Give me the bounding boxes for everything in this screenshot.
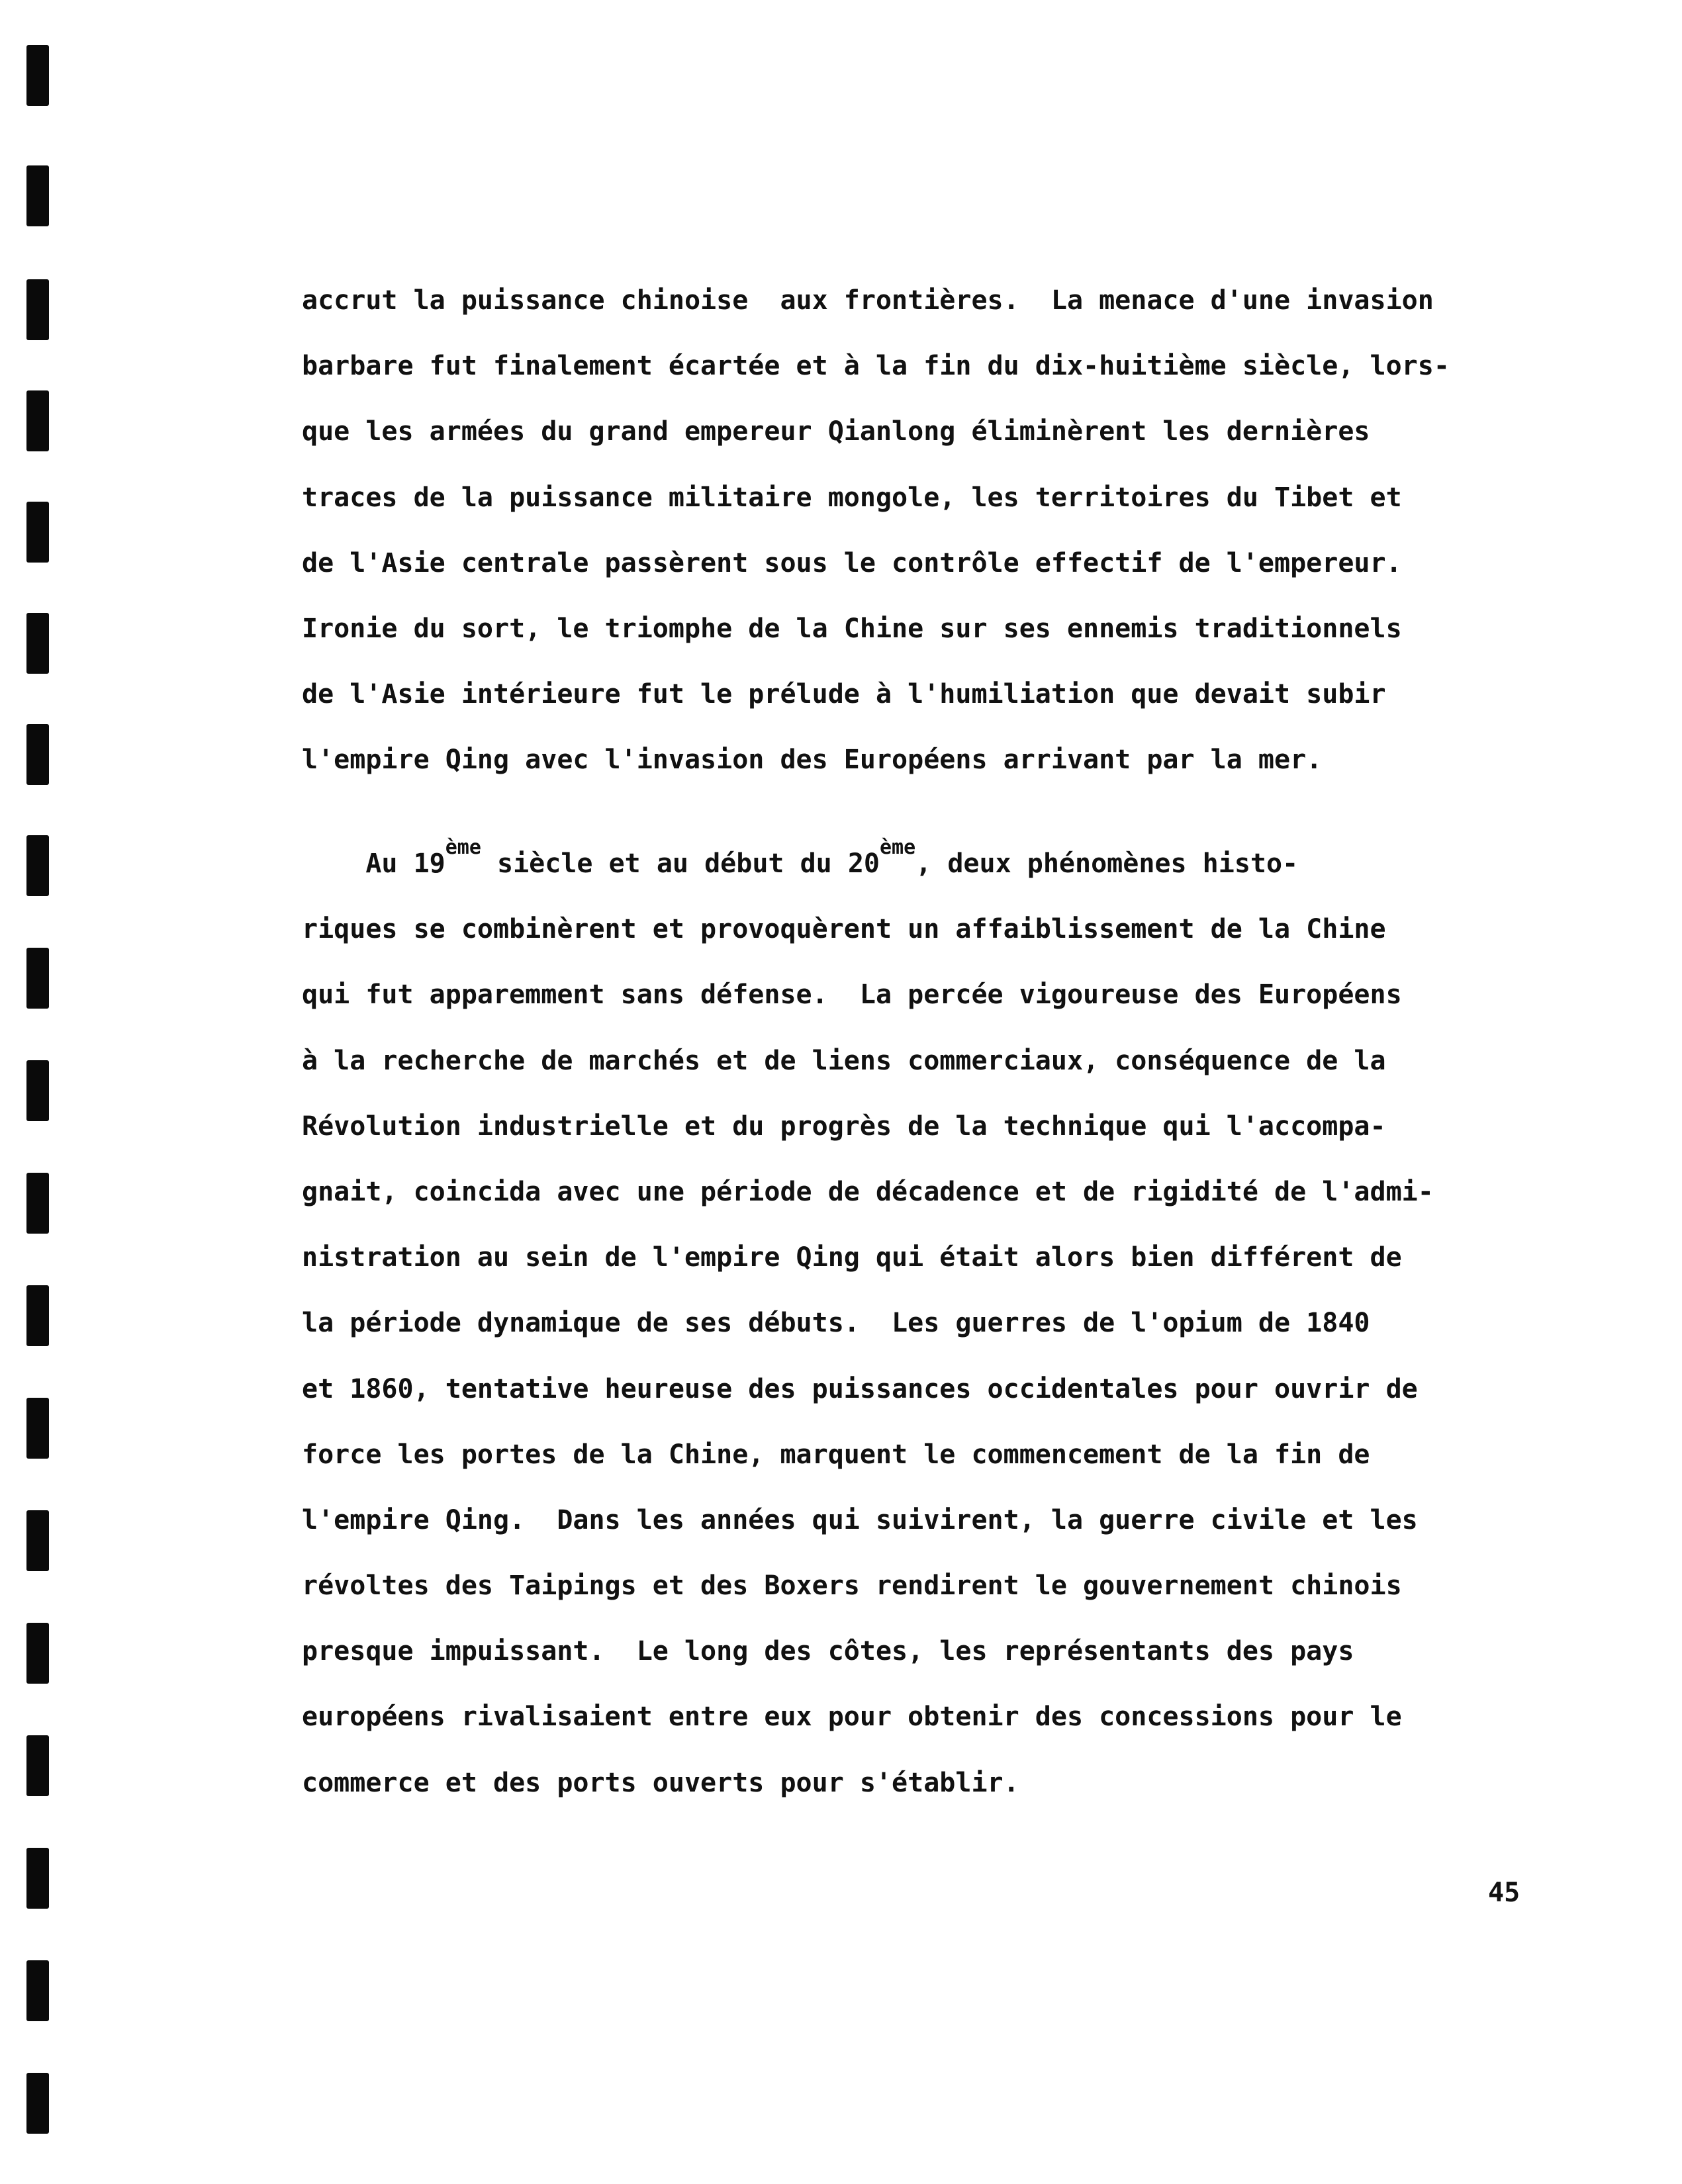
superscript: ème	[445, 836, 481, 859]
binding-mark	[26, 1848, 49, 1909]
text-line: Révolution industrielle et du progrès de la technique qui l'accompa-	[302, 1111, 1386, 1142]
text-line: la période dynamique de ses débuts. Les guerres de l'opium de 1840	[302, 1308, 1370, 1339]
paragraph-2	[302, 831, 1487, 1816]
binding-mark	[26, 835, 49, 896]
text-line: nistration au sein de l'empire Qing qui était alors bien différent de	[302, 1242, 1402, 1273]
text-line: l'empire Qing avec l'invasion des Européens arrivant par la mer.	[302, 745, 1323, 776]
text-line: de l'Asie centrale passèrent sous le contrôle effectif de l'empereur.	[302, 547, 1402, 578]
binding-mark	[26, 165, 49, 226]
text-line: commerce et des ports ouverts pour s'établir.	[302, 1767, 1019, 1798]
text-line: révoltes des Taipings et des Boxers rendirent le gouvernement chinois	[302, 1570, 1402, 1602]
binding-mark	[26, 1285, 49, 1346]
binding-mark	[26, 1173, 49, 1234]
binding-mark	[26, 45, 49, 106]
text-line: de l'Asie intérieure fut le prélude à l'humiliation que devait subir	[302, 679, 1386, 710]
text-line: barbare fut finalement écartée et à la fin du dix-huitième siècle, lors-	[302, 351, 1450, 382]
text-line: à la recherche de marchés et de liens commerciaux, conséquence de la	[302, 1045, 1386, 1076]
binding-mark	[26, 502, 49, 563]
binding-mark	[26, 390, 49, 451]
paragraph-indent	[302, 848, 365, 879]
text-line: presque impuissant. Le long des côtes, les représentants des pays	[302, 1636, 1354, 1667]
binding-mark	[26, 1735, 49, 1796]
binding-holes	[26, 0, 53, 2184]
text-line-first	[302, 831, 1487, 897]
text-line: que les armées du grand empereur Qianlong éliminèrent les dernières	[302, 416, 1370, 447]
binding-mark	[26, 1510, 49, 1571]
binding-mark	[26, 948, 49, 1009]
binding-mark	[26, 279, 49, 340]
text-run: , deux phénomènes histo-	[915, 848, 1299, 879]
binding-mark	[26, 1398, 49, 1459]
binding-mark	[26, 1623, 49, 1684]
binding-mark	[26, 1960, 49, 2021]
binding-mark	[26, 613, 49, 674]
binding-mark	[26, 724, 49, 785]
paragraph-1	[302, 268, 1487, 794]
text-line: traces de la puissance militaire mongole, les territoires du Tibet et	[302, 482, 1402, 513]
page-number: 45	[1488, 1878, 1520, 1908]
text-line: et 1860, tentative heureuse des puissances occidentales pour ouvrir de	[302, 1373, 1418, 1404]
text-run: siècle et au début du 20	[481, 848, 880, 879]
text-line: l'empire Qing. Dans les années qui suivirent, la guerre civile et les	[302, 1504, 1418, 1535]
text-line: force les portes de la Chine, marquent le commencement de la fin de	[302, 1439, 1370, 1470]
text-line: européens rivalisaient entre eux pour obtenir des concessions pour le	[302, 1702, 1402, 1733]
text-line: qui fut apparemment sans défense. La percée vigoureuse des Européens	[302, 979, 1402, 1011]
text-run: Au 19	[365, 848, 445, 879]
text-line: accrut la puissance chinoise aux frontières. La menace d'une invasion	[302, 285, 1434, 316]
text-line: riques se combinèrent et provoquèrent un affaiblissement de la Chine	[302, 914, 1386, 945]
text-line: Ironie du sort, le triomphe de la Chine sur ses ennemis traditionnels	[302, 613, 1402, 644]
binding-mark	[26, 1060, 49, 1121]
text-line: gnait, coincida avec une période de décadence et de rigidité de l'admi-	[302, 1176, 1434, 1207]
binding-mark	[26, 2073, 49, 2134]
superscript: ème	[880, 836, 916, 859]
